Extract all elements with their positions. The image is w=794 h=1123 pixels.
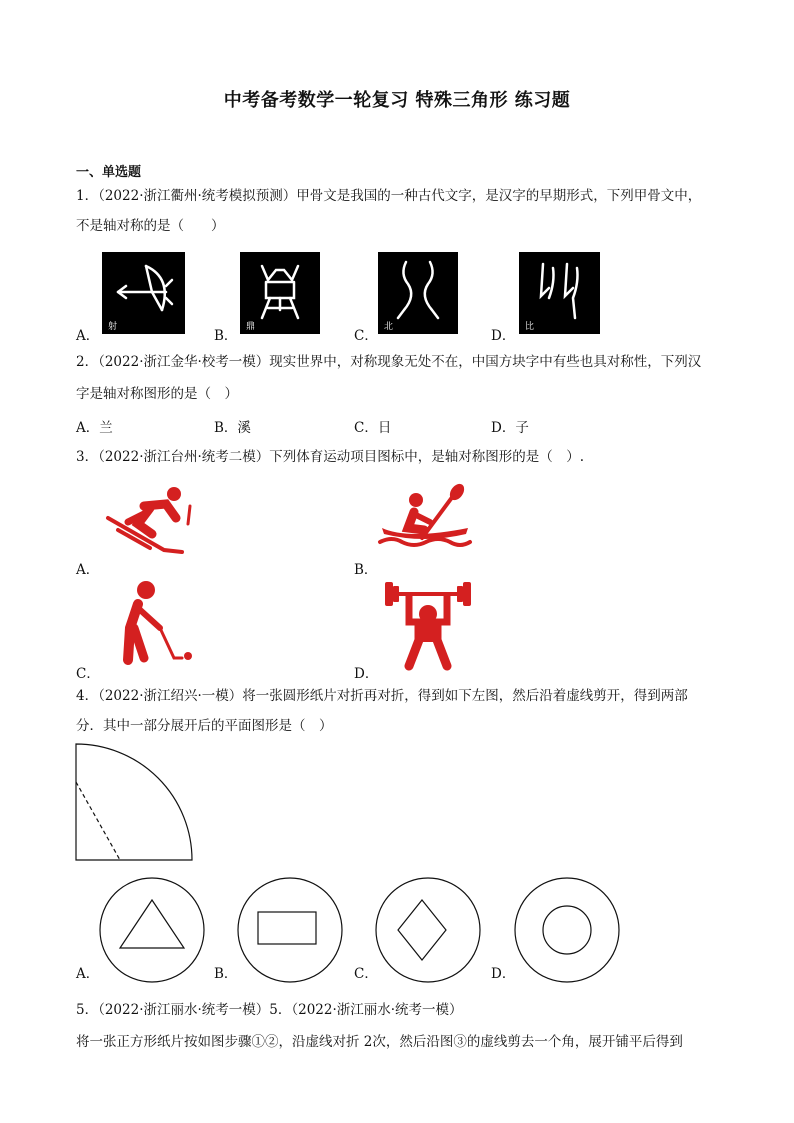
q1-caption-d: 比 xyxy=(525,322,535,332)
q1-caption-c: 北 xyxy=(384,322,394,332)
q3-golf-icon[interactable] xyxy=(116,580,196,668)
oracle-bei-glyph-icon xyxy=(378,252,458,334)
q2-option-d[interactable] xyxy=(491,416,529,436)
q4-option-a-label[interactable]: A． xyxy=(76,966,100,982)
q1-oracle-image-b[interactable] xyxy=(240,252,320,334)
q4-option-b-label[interactable]: B． xyxy=(214,966,238,982)
q4-option-c-label[interactable]: C． xyxy=(354,966,378,982)
q2-option-c-text: 日 xyxy=(377,420,392,436)
q5-text-line1: 5．（2022·浙江丽水·统考一模）5．（2022·浙江丽水·统考一模） xyxy=(76,1002,463,1018)
q4-option-b-circle-rectangle[interactable] xyxy=(236,876,344,984)
q3-kayaking-icon[interactable] xyxy=(378,486,472,552)
q2-option-b-text: 溪 xyxy=(237,420,251,436)
q4-option-d-label[interactable]: D． xyxy=(491,966,516,982)
q2-text-line2: 字是轴对称图形的是（ ） xyxy=(76,386,238,402)
q3-option-d-label[interactable]: D． xyxy=(354,666,379,682)
q3-weightlifting-icon[interactable] xyxy=(383,578,473,668)
q1-text-line1: 1．（2022·浙江衢州·统考模拟预测）甲骨文是我国的一种古代文字，是汉字的早期形式，下列甲骨文中， xyxy=(76,188,702,204)
oracle-bi-glyph-icon xyxy=(519,252,600,334)
q2-option-a[interactable] xyxy=(76,416,113,436)
q2-option-d-text: 子 xyxy=(515,420,529,436)
section-heading: 一、单选题 xyxy=(76,165,142,180)
oracle-she-glyph-icon xyxy=(102,252,185,334)
q4-folded-paper-figure xyxy=(74,742,198,864)
q1-caption-b: 鼎 xyxy=(246,322,256,332)
q3-text-line1: 3．（2022·浙江台州·统考二模）下列体育运动项目图标中，是轴对称图形的是（ ）. xyxy=(76,449,585,465)
q1-option-d-label[interactable]: D． xyxy=(491,328,516,344)
q1-caption-a: 射 xyxy=(108,322,118,332)
q1-option-a-label[interactable]: A． xyxy=(76,328,100,344)
oracle-ding-glyph-icon xyxy=(240,252,320,334)
q2-option-b[interactable] xyxy=(214,416,251,436)
q2-option-c[interactable] xyxy=(354,416,391,436)
q3-skiing-icon[interactable] xyxy=(104,484,198,556)
q4-text-line1: 4．（2022·浙江绍兴·一模）将一张圆形纸片对折再对折，得到如下左图，然后沿着虚线剪开，得到两部 xyxy=(76,688,688,704)
q4-option-a-circle-triangle[interactable] xyxy=(98,876,206,984)
q4-option-d-circle-ring[interactable] xyxy=(513,876,621,984)
q3-option-a-label[interactable]: A． xyxy=(76,562,100,578)
q1-oracle-image-c[interactable] xyxy=(378,252,458,334)
q5-text-line2: 将一张正方形纸片按如图步骤①②，沿虚线对折 2次，然后沿图③的虚线剪去一个角，展开铺平后得到 xyxy=(76,1034,683,1050)
q2-option-c-label: C． xyxy=(354,420,378,436)
page-title: 中考备考数学一轮复习 特殊三角形 练习题 xyxy=(223,90,571,111)
q2-option-d-label: D． xyxy=(491,420,516,436)
q4-text-line2: 分．其中一部分展开后的平面图形是（ ） xyxy=(76,718,333,734)
q1-option-c-label[interactable]: C． xyxy=(354,328,378,344)
q2-option-a-label: A． xyxy=(76,420,100,436)
q2-option-a-text: 兰 xyxy=(99,420,113,436)
q2-text-line1: 2．（2022·浙江金华·校考一模）现实世界中，对称现象无处不在，中国方块字中有些也具对称性，下列汉 xyxy=(76,354,702,370)
q3-option-b-label[interactable]: B． xyxy=(354,562,378,578)
q1-oracle-image-d[interactable] xyxy=(519,252,600,334)
q1-text-line2: 不是轴对称的是（ ） xyxy=(76,218,225,234)
q2-option-b-label: B． xyxy=(214,420,238,436)
q3-option-c-label[interactable]: C． xyxy=(76,666,100,682)
q4-option-c-circle-rhombus[interactable] xyxy=(374,876,482,984)
q1-oracle-image-a[interactable] xyxy=(102,252,185,334)
q1-option-b-label[interactable]: B． xyxy=(214,328,238,344)
